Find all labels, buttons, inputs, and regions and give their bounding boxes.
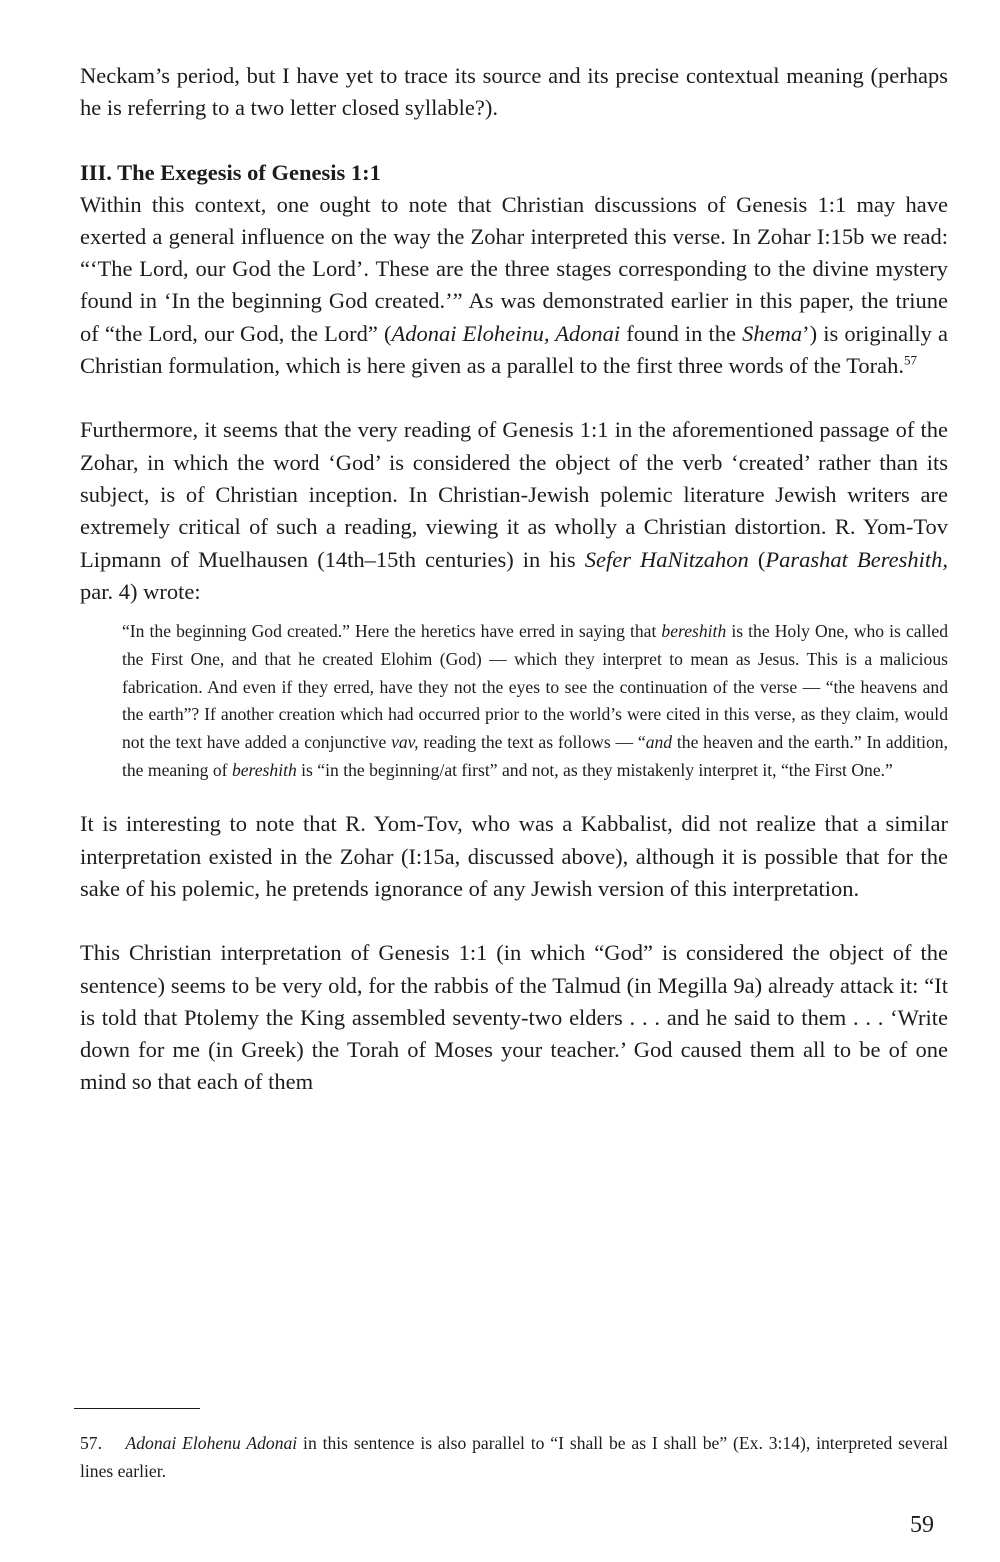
section-heading: III. The Exegesis of Genesis 1:1 <box>80 159 381 185</box>
paragraph-2: Furthermore, it seems that the very reading of Genesis 1:1 in the aforementioned passage of the Zohar, in which the word ‘God’ is considered the object of the verb ‘created’ rather than its subject, is of Christian inception. In Christian-Jewish polemic literature Jewish writers are extremely critical of such a reading, viewing it as wholly a Christian distortion. R. Yom-Tov Lipmann of Muelhausen (14th–15th centuries) in his Sefer HaNitzahon (Parashat Bereshith, par. 4) wrote: <box>80 417 949 604</box>
italic-parashat-bereshith: Parashat Bereshith, <box>765 546 949 572</box>
footnote-57: 57. Adonai Elohenu Adonai in this sentence is also parallel to “I shall be as I shall be” (Ex. 3:14), interpreted several lines earlier. <box>80 1433 949 1481</box>
page-number: 59 <box>910 1512 934 1538</box>
spacer <box>80 125 948 157</box>
spacer <box>80 905 948 937</box>
paragraph-1: Within this context, one ought to note that Christian discussions of Genesis 1:1 may have exerted a general influence on the way the Zohar interpreted this verse. In Zohar I:15b we read: “‘The Lord, our God the Lord’. These are the three stages corresponding to the divine mystery found in ‘In the beginning God created.’” As was demonstrated earlier in this paper, the triune of “the Lord, our God, the Lord” (Adonai Eloheinu, Adonai found in the Shema’) is originally a Christian formulation, which is here given as a parallel to the first three words of the Torah.$^{57}$ <box>80 191 948 379</box>
italic-sefer-hanitzahon: Sefer HaNitzahon <box>584 546 749 572</box>
italic-shema: Shema <box>742 320 803 346</box>
footnote-ref-57: 57 <box>904 352 918 368</box>
footnote-divider <box>74 1408 200 1409</box>
paragraph-4: This Christian interpretation of Genesis 1:1 (in which “God” is considered the object of the sentence) seems to be very old, for the rabbis of the Talmud (in Megilla 9a) already attack it: “It is told that Ptolemy the King assembled seventy-two elders . . . and he said to them . . . ‘Write down for me (in Greek) the Torah of Moses your teacher.’ God caused them all to be of one mind so that each of them <box>80 940 948 1095</box>
footnote-number: 57. <box>80 1433 102 1453</box>
paragraph-3: It is interesting to note that R. Yom-Tov, who was a Kabbalist, did not realize that a similar interpretation existed in the Zohar (I:15a, discussed above), although it is possible that for the sake of his polemic, he pretends ignorance of any Jewish version of this interpretation. <box>80 811 948 901</box>
spacer <box>80 382 948 414</box>
paragraph-intro: Neckam’s period, but I have yet to trace its source and its precise contextual meaning (perhaps he is referring to a two letter closed syllable?). <box>80 63 948 121</box>
page-body <box>80 60 948 1099</box>
spacer <box>80 784 948 808</box>
block-quote: “In the beginning God created.” Here the heretics have erred in saying that bereshith is the Holy One, who is called the First One, and that he created Elohim (God) — which they interpret to mean as Jesus. This is a malicious fabrication. And even if they erred, have they not the eyes to see the continuation of the verse — “the heavens and the earth”? If another creation which had occurred prior to the world’s were cited in this verse, as they claim, would not the text have added a conjunctive vav, reading the text as follows — “and the heaven and the earth.” In addition, the meaning of bereshith is “in the beginning/at first” and not, as they mistakenly interpret it, “the First One.” <box>122 621 948 780</box>
italic-adonai-eloheinu: Adonai Eloheinu, Adonai <box>391 320 621 346</box>
